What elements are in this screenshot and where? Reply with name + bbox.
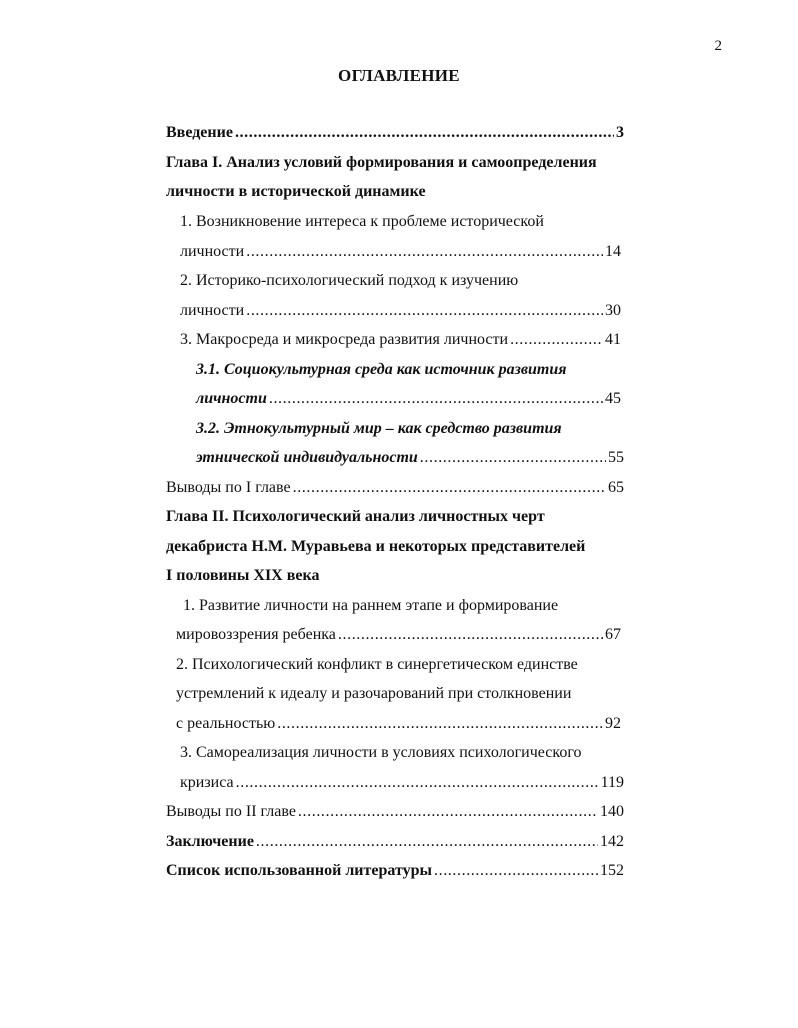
dot-leader [269, 387, 603, 411]
toc-chapter-1-heading: личности в исторической динамике [166, 183, 426, 200]
toc-entry-label: Выводы по II главе [166, 803, 296, 820]
toc-chapter-2-heading: декабриста Н.М. Муравьева и некоторых представителей [166, 538, 586, 555]
page-number: 2 [714, 38, 722, 54]
toc-entry-page: 142 [600, 833, 624, 850]
toc-entry-label: личности [196, 390, 267, 407]
toc-entry-page: 45 [605, 390, 621, 407]
toc-subentry-text: 2. Психологический конфликт в синергетическом единстве [176, 656, 578, 673]
toc-entry-label: этнической индивидуальности [196, 449, 418, 466]
toc-entry-page: 65 [608, 479, 624, 496]
toc-subentry-text: 2. Историко-психологический подход к изучению [180, 272, 519, 289]
toc-entry-page: 67 [605, 626, 621, 643]
dot-leader [246, 299, 603, 323]
toc-subentry-text: 3.1. Социокультурная среда как источник развития [196, 361, 567, 378]
toc-entry-label: Список использованной литературы [166, 862, 432, 879]
toc-entry-page: 3 [616, 124, 624, 141]
toc-subentry-1-2 [180, 299, 621, 323]
toc-entry-conclusion [166, 830, 624, 854]
toc-entry-label: личности [180, 243, 245, 260]
toc-entry-page: 41 [605, 331, 621, 348]
dot-leader [256, 830, 598, 854]
toc-entry-page: 14 [605, 243, 621, 260]
toc-subentry-text: 3. Самореализация личности в условиях психологического [180, 744, 582, 761]
toc-subentry-text: устремлений к идеалу и разочарований при столкновении [176, 685, 572, 702]
dot-leader [510, 328, 603, 352]
toc-chapter-2-heading: I половины XIX века [166, 567, 320, 584]
dot-leader [236, 771, 599, 795]
toc-entry-references [166, 859, 624, 883]
toc-subentry-1-3 [180, 328, 621, 352]
dot-leader [246, 240, 603, 264]
toc-entry-page: 119 [600, 774, 624, 791]
toc-subentry-3-2 [196, 446, 624, 470]
toc-entry-page: 92 [605, 715, 621, 732]
page-title: ОГЛАВЛЕНИЕ [338, 66, 460, 85]
dot-leader [235, 121, 614, 145]
toc-entry-label: кризиса [180, 774, 234, 791]
dot-leader [434, 859, 598, 883]
toc-entry-label: Заключение [166, 833, 254, 850]
dot-leader [338, 623, 603, 647]
toc-entry-intro [166, 121, 624, 145]
toc-subentry-text: 1. Развитие личности на раннем этапе и формирование [183, 597, 559, 614]
toc-subentry-text: 3.2. Этнокультурный мир – как средство развития [196, 420, 562, 437]
toc-subentry-1-1 [180, 240, 621, 264]
toc-subentry-3-1 [196, 387, 621, 411]
toc-entry-label: мировоззрения ребенка [176, 626, 336, 643]
dot-leader [298, 800, 598, 824]
dot-leader [293, 476, 606, 500]
toc-chapter-1-heading: Глава I. Анализ условий формирования и самоопределения [166, 154, 597, 171]
toc-entry-label: 3. Макросреда и микросреда развития личности [180, 331, 509, 348]
toc-entry-page: 30 [605, 302, 621, 319]
toc-entry-label: Выводы по I главе [166, 479, 291, 496]
toc-subentry-2-2 [176, 712, 621, 736]
toc-entry-page: 152 [600, 862, 624, 879]
toc-entry-conclusions-2 [166, 800, 624, 824]
toc-subentry-2-1 [176, 623, 621, 647]
toc-entry-label: Введение [166, 124, 233, 141]
toc-subentry-2-3 [180, 771, 624, 795]
toc-entry-conclusions-1 [166, 476, 624, 500]
toc-entry-label: с реальностью [176, 715, 276, 732]
toc-entry-label: личности [180, 302, 245, 319]
toc-entry-page: 55 [608, 449, 624, 466]
toc-entry-page: 140 [600, 803, 624, 820]
dot-leader [277, 712, 603, 736]
dot-leader [420, 446, 606, 470]
toc-subentry-text: 1. Возникновение интереса к проблеме исторической [180, 213, 544, 230]
toc-chapter-2-heading: Глава II. Психологический анализ личностных черт [166, 508, 545, 525]
